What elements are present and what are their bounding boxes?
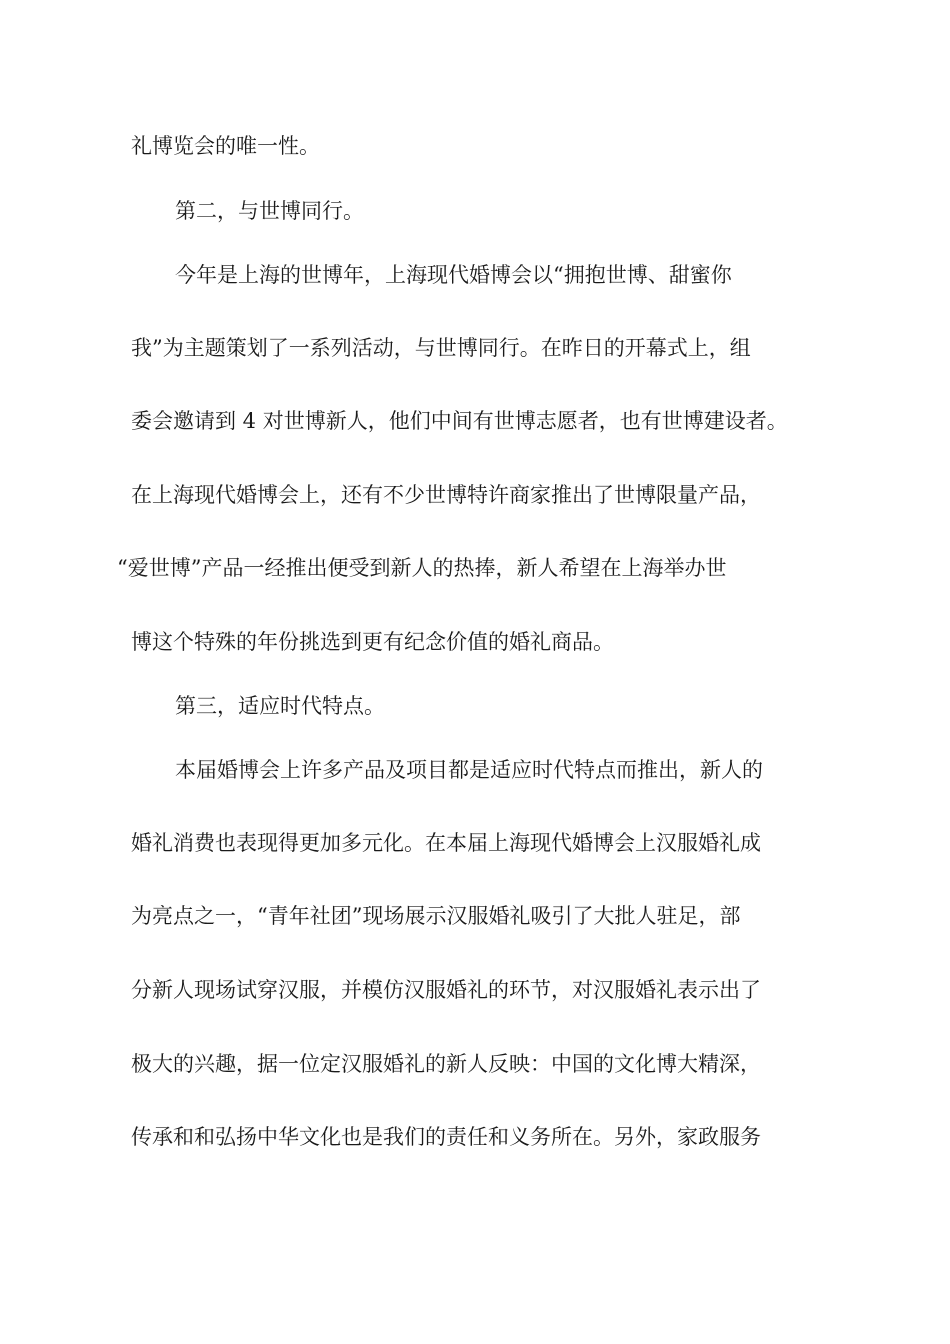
- text-line: 为亮点之一，“青年社团”现场展示汉服婚礼吸引了大批人驻足，部: [131, 904, 741, 928]
- text-line: 博这个特殊的年份挑选到更有纪念价值的婚礼商品。: [131, 630, 614, 654]
- text-line: 婚礼消费也表现得更加多元化。在本届上海现代婚博会上汉服婚礼成: [131, 831, 761, 855]
- text-line: 极大的兴趣，据一位定汉服婚礼的新人反映：中国的文化博大精深，: [131, 1052, 761, 1076]
- paragraph-first-line: 本届婚博会上许多产品及项目都是适应时代特点而推出，新人的: [175, 758, 763, 782]
- text-line: 我”为主题策划了一系列活动，与世博同行。在昨日的开幕式上，组: [131, 336, 751, 360]
- text-line: “爱世博”产品一经推出便受到新人的热捧，新人希望在上海举办世: [117, 556, 727, 580]
- text-line: 在上海现代婚博会上，还有不少世博特许商家推出了世博限量产品，: [131, 483, 761, 507]
- text-line: 委会邀请到 4 对世博新人，他们中间有世博志愿者，也有世博建设者。: [131, 409, 788, 433]
- text-line: 分新人现场试穿汉服，并模仿汉服婚礼的环节，对汉服婚礼表示出了: [131, 978, 761, 1002]
- section-heading: 第三，适应时代特点。: [175, 694, 385, 718]
- section-heading: 第二，与世博同行。: [175, 199, 364, 223]
- paragraph-first-line: 今年是上海的世博年，上海现代婚博会以“拥抱世博、甜蜜你: [175, 263, 732, 287]
- text-line: 传承和和弘扬中华文化也是我们的责任和义务所在。另外，家政服务: [131, 1125, 761, 1149]
- text-line: 礼博览会的唯一性。: [131, 134, 320, 158]
